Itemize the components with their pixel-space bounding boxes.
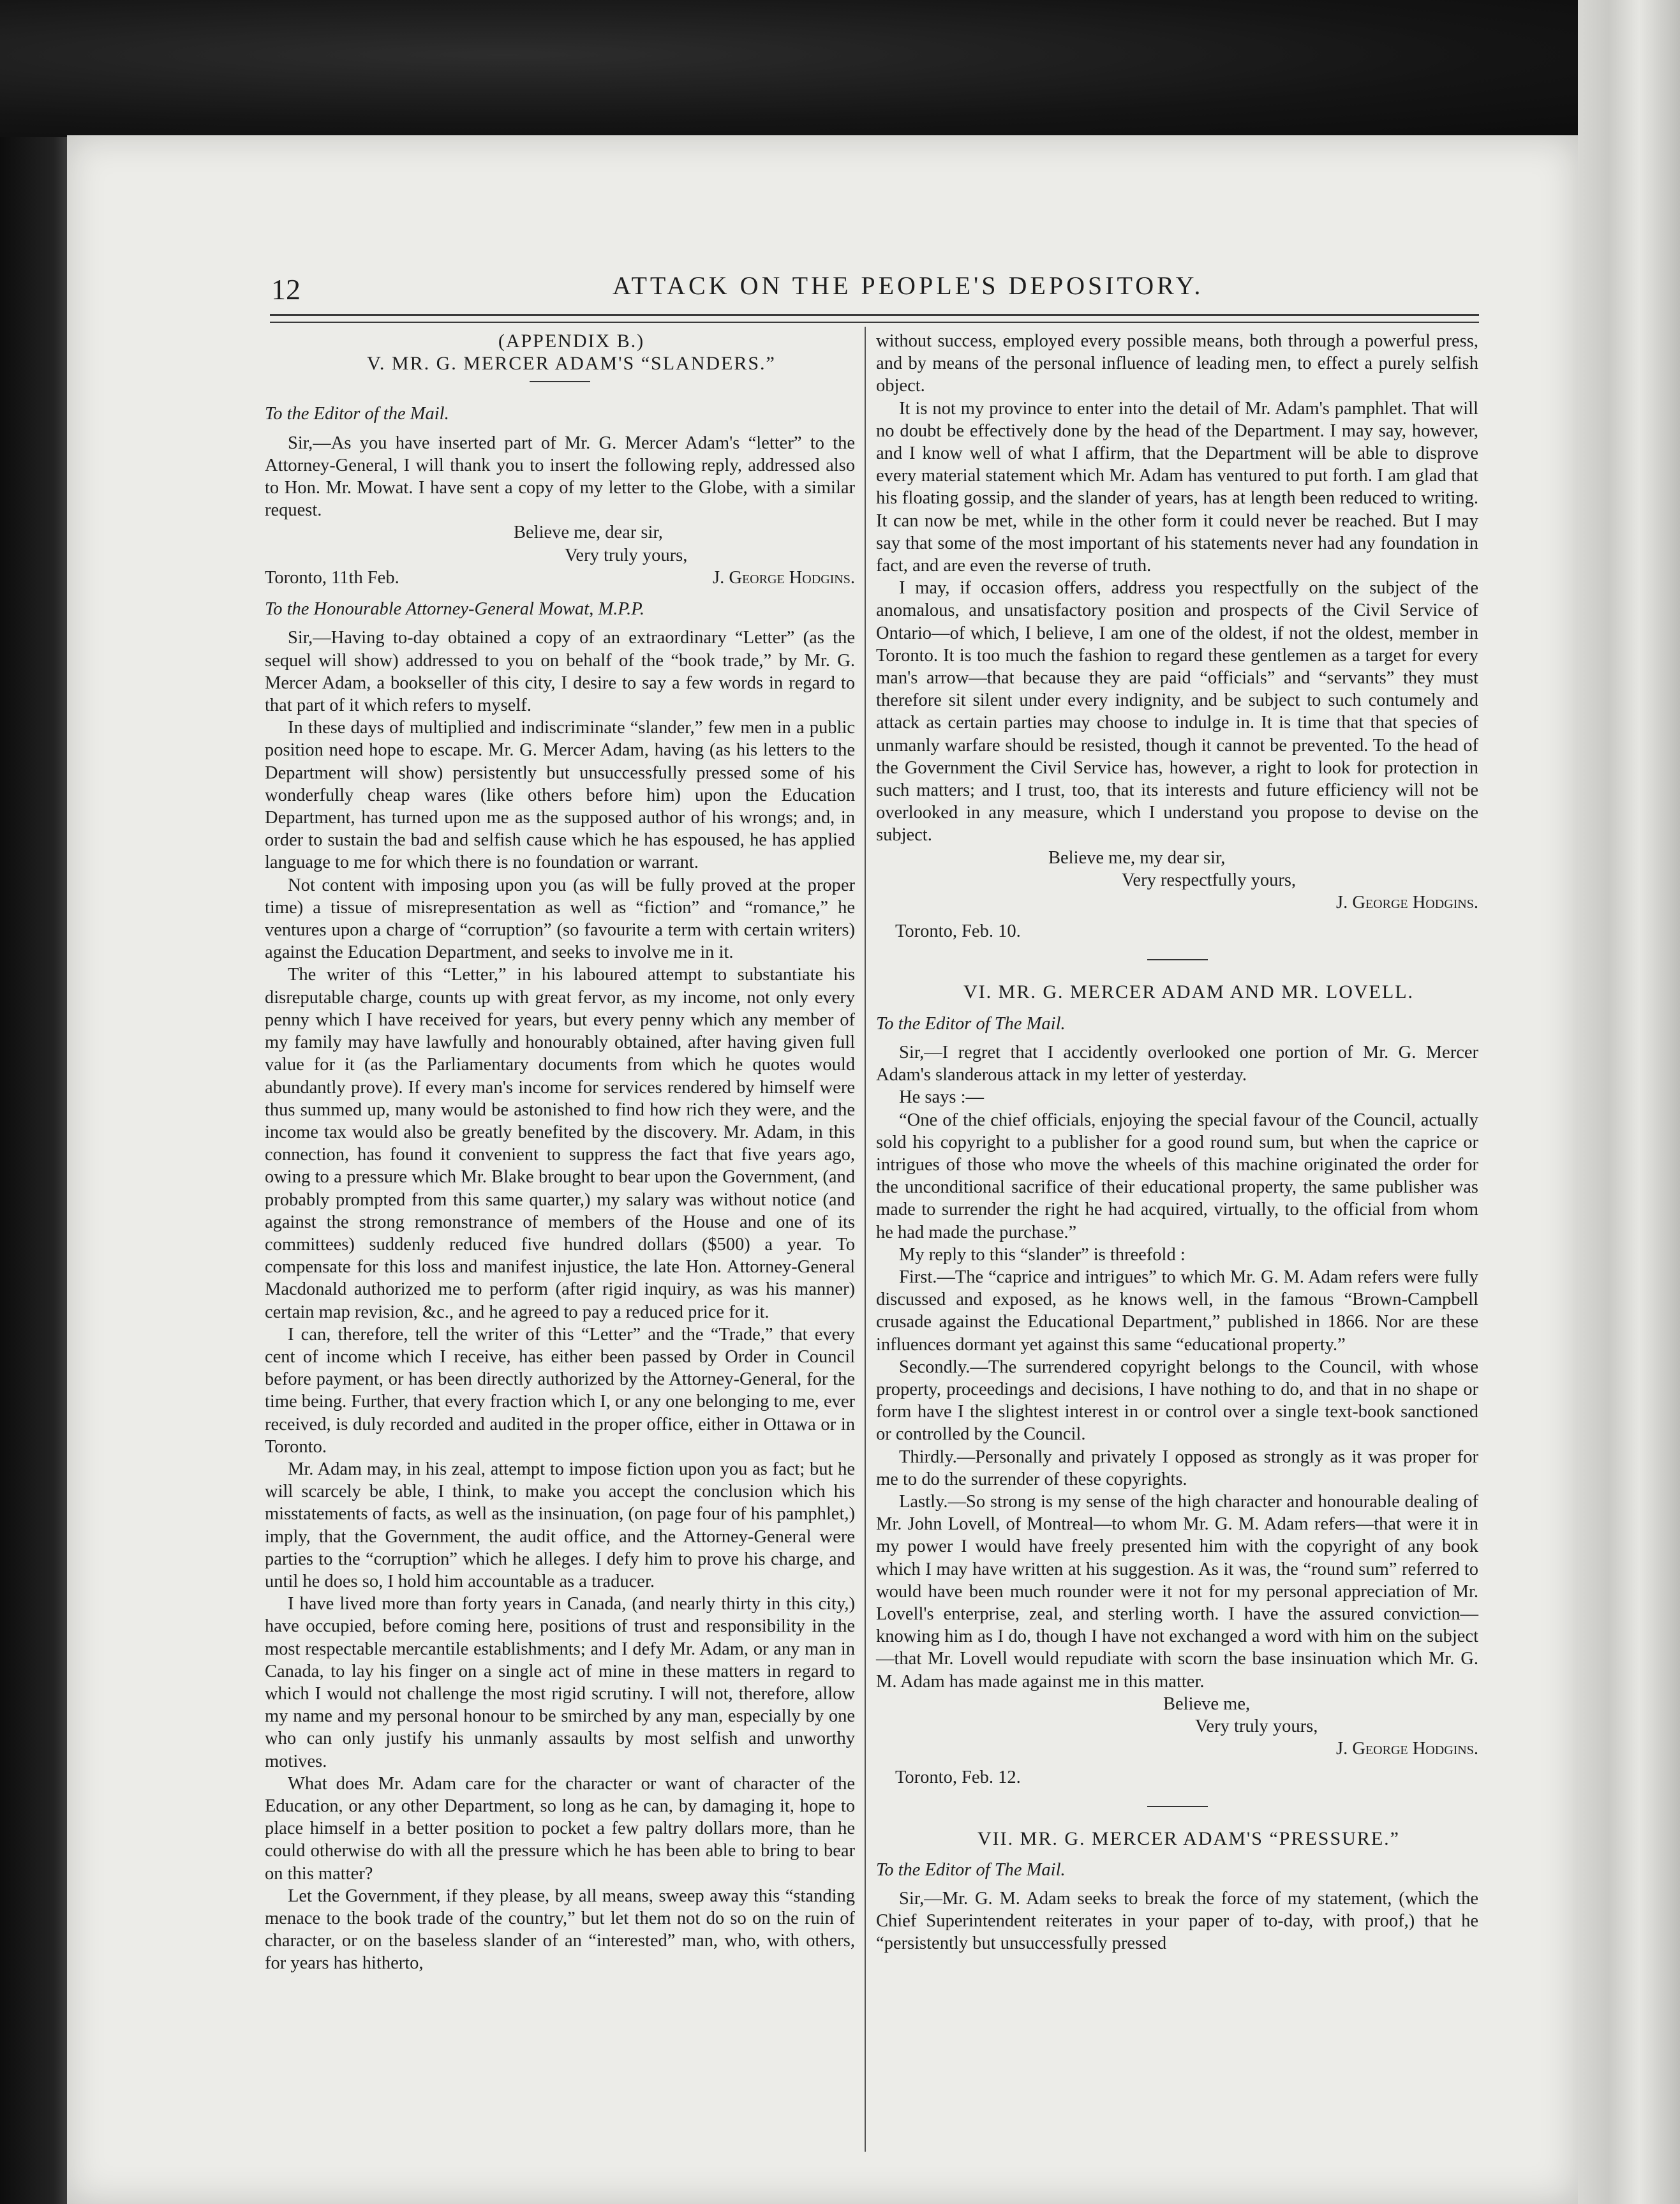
section-rule bbox=[1147, 959, 1208, 960]
paragraph: Secondly.—The surrendered copyright belongs to the Council, with whose property, proceedings and decisions, I have nothing to do, and that in no shape or form have I the slightest interest in or control over a single text-book sanctioned or controlled by the Council. bbox=[876, 1357, 1478, 1445]
paragraph: It is not my province to enter into the detail of Mr. Adam's pamphlet. That will no doubt be effectively done by the head of the Department. I may say, however, and I know well of what I affirm, that the Department will be able to disprove every material statement which Mr. Adam has ventured to put forth. I am glad that his floating gossip, and the slander of years, has at length been reduced to writing. It can now be met, while in the other form it could never be reached. But I may say that some of the most important of his statements never had any foundation in fact, and are even the reverse of truth. bbox=[876, 398, 1478, 576]
paragraph: Sir,—I regret that I accidently overlooked one portion of Mr. G. Mercer Adam's slanderous attack in my letter of yesterday. bbox=[876, 1042, 1478, 1085]
place-date: Toronto, Feb. 12. bbox=[895, 1768, 1021, 1788]
paragraph: Lastly.—So strong is my sense of the high character and honourable dealing of Mr. John Lovell, of Montreal—to whom Mr. G. M. Adam refers—that were it in my power I would have freely presented him with the copyright of any book which I may have written at his suggestion. As it was, the “round sum” referred to would have been much rounder were it not for my personal appreciation of Mr. Lovell's enterprise, zeal, and sterling worth. I have the assured conviction—knowing him as I do, though I have not exchanged a word with him on the subject—that Mr. Lovell would repudiate with scorn the base insinuation which Mr. G. M. Adam has made against me in this matter. bbox=[876, 1491, 1478, 1692]
place-date: Toronto, Feb. 10. bbox=[895, 921, 1021, 942]
closing-line: Very truly yours, bbox=[1195, 1716, 1318, 1736]
closing-line: Believe me, my dear sir, bbox=[1048, 847, 1226, 868]
salutation: To the Editor of the Mail. bbox=[265, 404, 449, 424]
signature: J. George Hodgins. bbox=[713, 567, 855, 588]
quotation: “One of the chief officials, enjoying the special favour of the Council, actually sold his copyright to a publisher for a good round sum, but when the caprice or intrigues of those who move the wheels of this machine originated the order for the unconditional sacrifice of their educational property, the same publisher was made to surrender the right he had acquired, virtually, to the official from whom he had made the purchase.” bbox=[876, 1110, 1478, 1242]
paragraph: Sir,—Mr. G. M. Adam seeks to break the force of my statement, (which the Chief Superintendent reiterates in your paper of to-day, with proof,) that he “persistently but unsuccessfully pressed bbox=[876, 1889, 1478, 1954]
paragraph: without success, employed every possible means, both through a powerful press, and by means of the personal influence of leading men, to effect a purely selfish object. bbox=[876, 331, 1478, 396]
page-number: 12 bbox=[271, 273, 301, 306]
paragraph: Not content with imposing upon you (as will be fully proved at the proper time) a tissue of misrepresentation as well as “fiction” and “romance,” he ventures upon a charge of “corruption” (so favourite a term with certain writers) against the Education Department, and seeks to involve me in it. bbox=[265, 875, 855, 963]
scan-background-top bbox=[0, 0, 1680, 137]
section-rule bbox=[1147, 1806, 1208, 1807]
paragraph: What does Mr. Adam care for the character or want of character of the Education, or any other Department, so long as he can, by damaging it, hope to place himself in a better position to pocket a few paltry dollars more, than he could otherwise do with all the pressure which he has been able to bring to bear on this matter? bbox=[265, 1773, 855, 1884]
paragraph: He says :— bbox=[899, 1087, 984, 1108]
right-column bbox=[876, 330, 1478, 1955]
closing-line: Believe me, dear sir, bbox=[514, 523, 663, 543]
section-title-vi: VI. MR. G. MERCER ADAM AND MR. LOVELL. bbox=[963, 981, 1415, 1003]
closing-line: Believe me, bbox=[1163, 1694, 1251, 1714]
scan-background-left bbox=[0, 137, 67, 2204]
paragraph: I may, if occasion offers, address you respectfully on the subject of the anomalous, and unsatisfactory position and prospects of the Civil Service of Ontario—of which, I believe, I am one of the oldest, if not the oldest, member in Toronto. It is too much the fashion to regard these gentlemen as a target for every man's arrow—that because they are paid “officials” and “servants” they must therefore sit silent under every indignity, and be subject to such contumely and attack as certain parties may choose to indulge in. It is time that that species of unmanly warfare should be resisted, though it cannot be prevented. To the head of the Government the Civil Service has, however, a right to look for protection in such matters; and I trust, too, that its interests and future efficiency will not be overlooked in any measure, which I understand you propose to devise on the subject. bbox=[876, 578, 1478, 845]
closing-line: Very truly yours, bbox=[565, 545, 688, 565]
section-title-v: V. MR. G. MERCER ADAM'S “SLANDERS.” bbox=[367, 353, 776, 375]
running-title: ATTACK ON THE PEOPLE'S DEPOSITORY. bbox=[613, 271, 1204, 300]
header-rule bbox=[270, 314, 1479, 316]
paragraph: Mr. Adam may, in his zeal, attempt to impose fiction upon you as fact; but he will scarcely be able, I think, to make you accept the conclusion which his misstatements of facts, as well as the insinuation, (on page four of his pamphlet,) imply, that the Government, the audit office, and the Attorney-General were parties to the “corruption” which he alleges. I defy him to prove his charge, and until he does so, I hold him accountable as a traducer. bbox=[265, 1459, 855, 1591]
salutation: To the Honourable Attorney-General Mowat, M.P.P. bbox=[265, 599, 645, 620]
paragraph: In these days of multiplied and indiscriminate “slander,” few men in a public position need hope to escape. Mr. G. Mercer Adam, having (as his letters to the Department will show) persistently but unsuccessfully pressed some of his wonderfully cheap wares (like others before him) upon the Education Department, has turned upon me as the supposed author of his wrongs; and, in order to sustain the bad and selfish cause which he has espoused, he has applied language to me for which there is no foundation or warrant. bbox=[265, 718, 855, 873]
paragraph: Let the Government, if they please, by all means, sweep away this “standing menace to the book trade of the country,” but let them not do so on the ruin of character, or on the baseless slander of an “interested” man, who, with others, for years has hitherto, bbox=[265, 1886, 855, 1974]
paragraph: Sir,—As you have inserted part of Mr. G. Mercer Adam's “letter” to the Attorney-General, I will thank you to insert the following reply, addressed also to Hon. Mr. Mowat. I have sent a copy of my letter to the Globe, with a similar request. bbox=[265, 433, 855, 521]
scan-next-page-edge bbox=[1578, 0, 1680, 2204]
left-column bbox=[265, 330, 855, 1975]
paragraph: Sir,—Having to-day obtained a copy of an extraordinary “Letter” (as the sequel will show) addressed to you on behalf of the “book trade,” by Mr. G. Mercer Adam, a bookseller of this city, I desire to say a few words in regard to that part of it which refers to myself. bbox=[265, 628, 855, 716]
place-date: Toronto, 11th Feb. bbox=[265, 568, 399, 588]
appendix-label: (APPENDIX B.) bbox=[498, 331, 645, 352]
paragraph: I have lived more than forty years in Canada, (and nearly thirty in this city,) have occupied, before coming here, positions of trust and responsibility in the most respectable mercantile establishments; and I defy Mr. Adam, or any man in Canada, to lay his finger on a single act of mine in these matters in regard to which I would not challenge the most rigid scrutiny. I will not, therefore, allow my name and my personal honour to be smirched by any man, especially by one who can only justify his unmanly assaults by most selfish and unworthy motives. bbox=[265, 1594, 855, 1771]
paragraph: First.—The “caprice and intrigues” to which Mr. G. M. Adam refers were fully discussed and exposed, as he knows well, in the famous “Brown-Campbell crusade against the Educational Department,” published in 1866. Nor are these influences dormant yet against this same “educational property.” bbox=[876, 1267, 1478, 1355]
signature: J. George Hodgins. bbox=[1336, 1739, 1478, 1759]
paragraph: The writer of this “Letter,” in his laboured attempt to substantiate his disreputable charge, counts up with great fervor, as my income, not only every penny which I have received for years, but every penny which any member of my family may have lawfully and honourably obtained, after having given full value for it (as the Parliamentary documents from which he quotes would abundantly prove). If every man's income for services rendered by himself were thus summed up, many would be astonished to find how rich they were, and the income tax would also be greatly benefited by the discovery. Mr. Adam, in this connection, has found it convenient to suppress the fact that five years ago, owing to a pressure which Mr. Blake brought to bear upon the Government, (and probably prompted from this same quarter,) my salary was without notice (and against the strong remonstrance of members of the House and one of its committees) suddenly reduced five hundred dollars ($500) a year. To compensate for this loss and manifest injustice, the late Hon. Attorney-General Macdonald authorized me to perform (after rigid inquiry, as was his manner) certain map revision, &c., and he agreed to pay a reduced price for it. bbox=[265, 965, 855, 1322]
column-divider bbox=[865, 327, 866, 2152]
document-page bbox=[67, 135, 1578, 2204]
salutation: To the Editor of The Mail. bbox=[876, 1859, 1066, 1880]
salutation: To the Editor of The Mail. bbox=[876, 1013, 1066, 1034]
paragraph: Thirdly.—Personally and privately I opposed as strongly as it was proper for me to do the surrender of these copyrights. bbox=[876, 1447, 1478, 1489]
header-rule-thin bbox=[270, 322, 1479, 323]
closing-line: Very respectfully yours, bbox=[1122, 870, 1297, 890]
section-rule bbox=[530, 381, 590, 382]
paragraph: I can, therefore, tell the writer of this “Letter” and the “Trade,” that every cent of income which I receive, has either been passed by Order in Council before payment, or has been directly authorized by the Attorney-General, for the time being. Further, that every fraction which I, or any one belonging to me, ever received, is duly recorded and audited in the proper office, either in Ottawa or in Toronto. bbox=[265, 1324, 855, 1457]
paragraph: My reply to this “slander” is threefold : bbox=[899, 1244, 1186, 1265]
section-title-vii: VII. MR. G. MERCER ADAM'S “PRESSURE.” bbox=[978, 1828, 1400, 1849]
signature: J. George Hodgins. bbox=[1336, 893, 1478, 913]
